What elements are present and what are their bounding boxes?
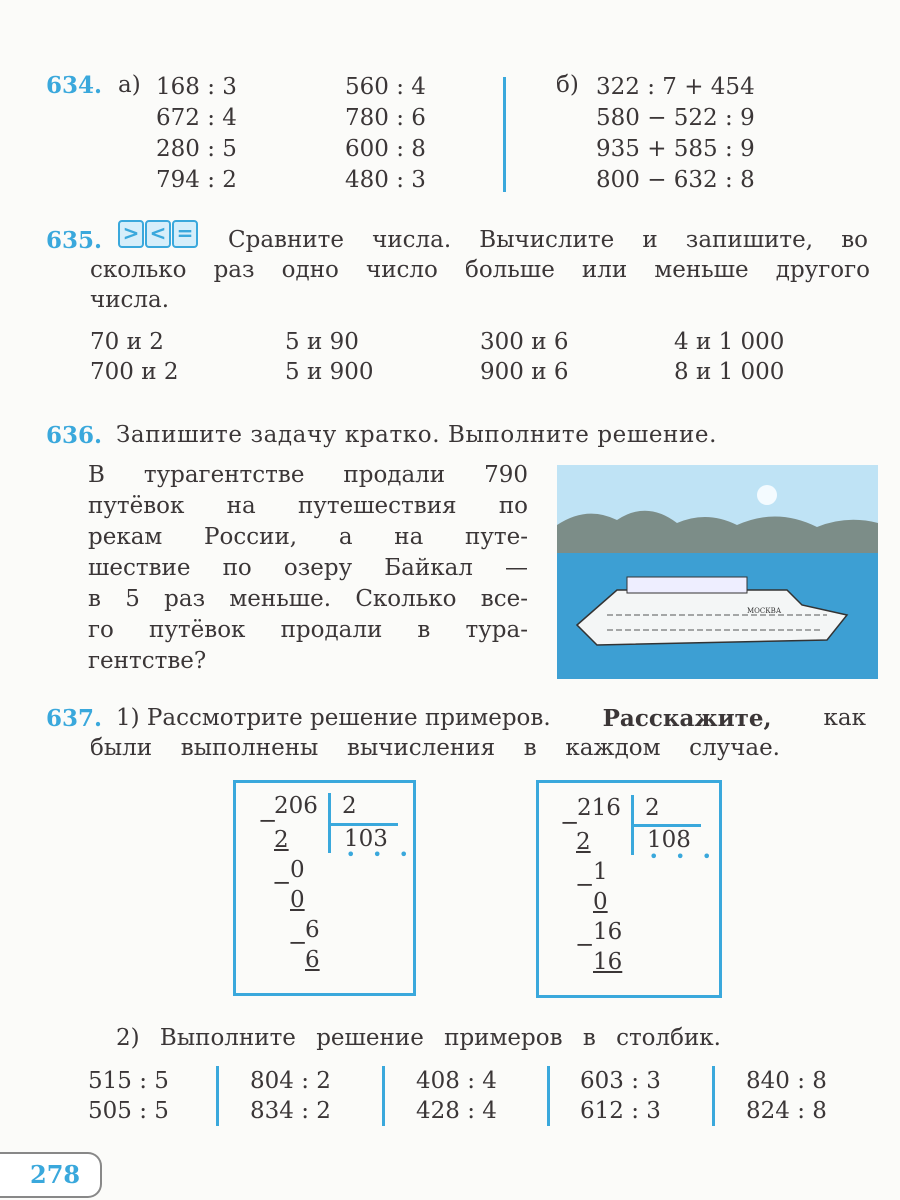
column-examples: 804 : 2 834 : 2 <box>250 1068 331 1124</box>
divider <box>503 77 506 192</box>
quotient: 108 <box>647 827 691 853</box>
column-examples: 408 : 4 428 : 4 <box>416 1068 497 1124</box>
problem-text: В турагентстве продали 790 путёвок на путешествия по рекам России, а на путе- шествие по озеру Байкал — в 5 раз меньше. Сколько все- го путёвок продали в тура- гентстве? <box>88 462 528 674</box>
less-icon: < <box>145 220 171 248</box>
pairs-col: 4 и 1 000 8 и 1 000 <box>674 329 785 385</box>
pairs-col: 5 и 90 5 и 900 <box>285 329 374 385</box>
exercise-635-number: 635. <box>46 227 103 254</box>
instruction-line: были выполнены вычисления в каждом случае. <box>90 735 780 761</box>
expression: 480 : 3 <box>345 167 426 193</box>
column-examples: 515 : 5 505 : 5 <box>88 1068 169 1124</box>
exercise-636-number: 636. <box>46 422 103 449</box>
column-examples: 603 : 3 612 : 3 <box>580 1068 661 1124</box>
part-a-label: а) <box>118 72 141 98</box>
textbook-page: 634. а) 168 : 3 672 : 4 280 : 5 794 : 2 560 : 4 780 : 6 600 : 8 480 : 3 б) 322 : 7 + 454 580 − 522 : 9 935 + 585 : 9 800 − 632 : 8 635. > < = Сравните числа. Вычислите и запишите, во сколько раз одно число больше или меньше другого числа. 70 и 2 700 и 2 5 и 90 5 и 900 300 и 6 900 и 6 4 и 1 000 8 и 1 000 636. Запишите задачу кратко. Выполните решение. В турагентстве продали 790 путёвок на путешествия по рекам России, а на путе- шествие по озеру Байкал — в 5 раз меньше. Сколько все- го путёвок продали в тура- гентстве? МОСКВА 637. 1) Рассмотрите решение примеров. Расскажите, как были выполнены вычисления в каждом случае. 206 2 103 • • • − 2 0 − 0 6 − 6 216 2 108 • • • − 2 1 − 0 16 − 16 2) Выполните решение примеров в столбик. 515 : 5 505 : 5 804 : 2 834 : 2 408 : 4 428 : 4 603 : 3 612 : 3 840 : 8 824 : 8 278 <box>0 0 900 1200</box>
dividend: 216 <box>577 795 621 821</box>
exercise-637-number: 637. <box>46 705 103 732</box>
equals-icon: = <box>172 220 198 248</box>
compare-icon <box>118 220 199 248</box>
divisor: 2 <box>645 795 660 821</box>
instruction-line: Сравните числа. Вычислите и запишите, во <box>228 227 868 253</box>
ship-name: МОСКВА <box>747 607 782 615</box>
instruction-line: 1) Рассмотрите решение примеров. Расскажите, как <box>116 705 866 732</box>
expression: 168 : 3 <box>156 74 237 100</box>
expression: 800 − 632 : 8 <box>596 167 755 193</box>
column-examples: 840 : 8 824 : 8 <box>746 1068 827 1124</box>
expression: 780 : 6 <box>345 105 426 131</box>
column-3 <box>596 72 755 196</box>
divisor: 2 <box>342 793 357 819</box>
expression: 600 : 8 <box>345 136 426 162</box>
greater-icon: > <box>118 220 144 248</box>
exercise-634-number: 634. <box>46 72 103 99</box>
expression: 322 : 7 + 454 <box>596 74 755 100</box>
expression: 560 : 4 <box>345 74 426 100</box>
page-number: 278 <box>30 1160 81 1189</box>
instruction-line: 2) Выполните решение примеров в столбик. <box>116 1025 721 1051</box>
pairs-col: 70 и 2 700 и 2 <box>90 329 179 385</box>
expression: 280 : 5 <box>156 136 237 162</box>
expression: 794 : 2 <box>156 167 237 193</box>
instruction-line: числа. <box>90 287 170 313</box>
quotient: 103 <box>344 826 388 852</box>
exercise-title: Запишите задачу кратко. Выполните решение. <box>116 422 718 448</box>
expression: 580 − 522 : 9 <box>596 105 755 131</box>
expression: 672 : 4 <box>156 105 237 131</box>
instruction-line: сколько раз одно число больше или меньше другого <box>90 257 870 283</box>
part-b-label: б) <box>556 72 579 98</box>
column-1 <box>156 72 237 196</box>
pairs-col: 300 и 6 900 и 6 <box>480 329 569 385</box>
dividend: 206 <box>274 793 318 819</box>
expression: 935 + 585 : 9 <box>596 136 755 162</box>
column-2 <box>345 72 426 196</box>
ferry-illustration <box>557 465 878 679</box>
